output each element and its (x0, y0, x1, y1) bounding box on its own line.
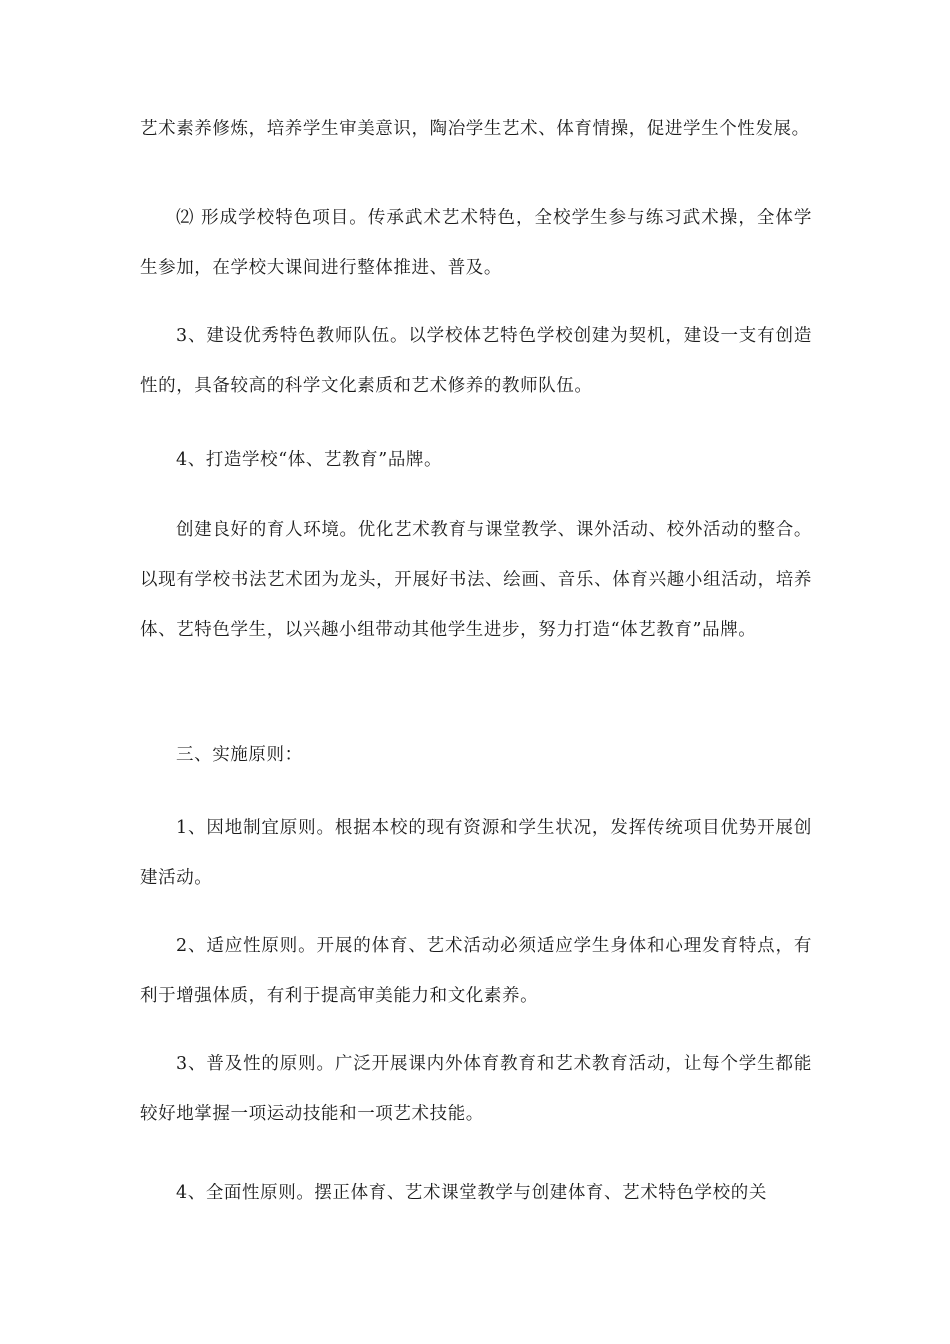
paragraph-principle-local: 1、因地制宜原则。根据本校的现有资源和学生状况，发挥传统项目优势开展创建活动。 (140, 818, 812, 888)
paragraph-school-feature-project: ⑵ 形成学校特色项目。传承武术艺术特色，全校学生参与练习武术操，全体学生参加，在学校大课间进行整体推进、普及。 (140, 208, 812, 278)
paragraph-principle-comprehensive: 4、全面性原则。摆正体育、艺术课堂教学与创建体育、艺术特色学校的关 (176, 1183, 767, 1203)
paragraph-brand-heading: 4、打造学校“体、艺教育”品牌。 (176, 450, 443, 470)
paragraph-continuation: 艺术素养修炼，培养学生审美意识，陶冶学生艺术、体育情操，促进学生个性发展。 (140, 119, 810, 139)
paragraph-teacher-team: 3、建设优秀特色教师队伍。以学校体艺特色学校创建为契机，建设一支有创造性的，具备较高的科学文化素质和艺术修养的教师队伍。 (140, 326, 812, 396)
paragraph-principle-universal: 3、普及性的原则。广泛开展课内外体育教育和艺术教育活动，让每个学生都能较好地掌握一项运动技能和一项艺术技能。 (140, 1054, 812, 1124)
paragraph-principle-adaptive: 2、适应性原则。开展的体育、艺术活动必须适应学生身体和心理发育特点，有利于增强体质，有利于提高审美能力和文化素养。 (140, 936, 812, 1006)
paragraph-education-environment: 创建良好的育人环境。优化艺术教育与课堂教学、课外活动、校外活动的整合。以现有学校书法艺术团为龙头，开展好书法、绘画、音乐、体育兴趣小组活动，培养体、艺特色学生，以兴趣小组带动其他学生进步，努力打造“体艺教育”品牌。 (140, 520, 812, 640)
section-heading-principles: 三、实施原则： (176, 745, 303, 765)
